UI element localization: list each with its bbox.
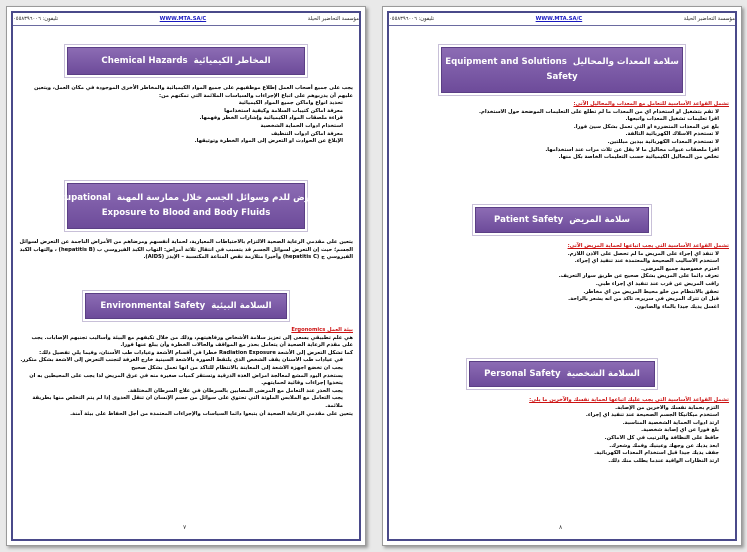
header-org: مؤسسة التحاضير الحيلة — [307, 16, 359, 22]
personal-bullet-list — [395, 405, 729, 466]
list-item: ■ في عيادات طب الأسنان يقف الشخص الذي يلتقط الصورة بالأشعة السينية خارج الغرفة لتجنب التعرض إلى الأشعة بشكل متكرر. — [19, 357, 343, 365]
chemical-bullet-list — [19, 100, 353, 146]
ergonomics-label: بيئة العمل Ergonomics — [291, 327, 353, 333]
equipment-title-line1: سلامة المعدات والمحاليل Equipment and Solutions — [445, 57, 679, 67]
page-number: ٧ — [183, 524, 187, 531]
list-item: ■ جفف يديك جيدا قبل استخدام المعدات الكهربائية. — [395, 450, 719, 458]
occupational-body: يتعين على مقدمي الرعاية الصحية الالتزام بالاحتياطات المعيارية، لحماية أنفسهم ومرضاهم من الأمراض الناجمة عن التعرض لسوائل الجسم؛ حيث إن التعرض لسوائل الجسم قد يتسبب في انتقال ثلاثة أمراض: التهاب الكبد الفيروسي ب (hepatitis B) ، والتهاب الكبد الفيروسي ج (hepatitis C) وأخيرا متلازمة نقص المناعة المكتسبة – الإيدز (AIDS). — [19, 239, 353, 261]
personal-safety-title: السلامة الشخصية Personal Safety — [484, 368, 640, 379]
list-item: ■ قبل أن تترك المريض في سريره، تأكد من أنه يشعر بالراحة. — [395, 296, 719, 304]
occupational-exposure-banner — [47, 183, 325, 229]
list-item: ■ استخدم ميكانيكا الجسم الصحيحة عند تنفيذ أي إجراء. — [395, 412, 719, 420]
environmental-safety-banner — [85, 293, 287, 319]
header-org: مؤسسة التحاضير الحيلة — [683, 16, 735, 22]
list-item: ■ استخدام أدوات الحماية الشخصية — [19, 123, 343, 131]
list-item: ■ تعرف دائما على المريض بشكل صحيح عن طريق سوار التعريف. — [395, 273, 719, 281]
list-item: ■ يستخدم اليود المشع لمعالجة أمراض الغدة الدرقية وتستقر كميات صغيرة منه في عرق المريض لذا يجب على المحيطين به أن يتخذوا إجراءات وقائية لحمايتهم. — [19, 373, 343, 388]
personal-lead: تشمل القواعد الأساسية التي يجب عليك اتباعها لحماية نفسك والآخرين ما يلي: — [529, 397, 729, 403]
equipment-bullet-list — [395, 109, 729, 162]
list-item: ■ معرفة أماكن أدوات التنظيف — [19, 131, 343, 139]
list-item: ■ استخدم الأساليب الصحيحة والمعتمدة عند تنفيذ أي إجراء. — [395, 258, 719, 266]
chemical-intro: يجب على جميع أصحاب العمل إطلاع موظفيهم على جميع المواد الكيميائية والمخاطر الأخرى الموجودة في مكان العمل، ويتعين عليهم أن يدربوهم على اتباع الإجراءات والسياسات الملائمة التي تمكنهم من: — [33, 85, 353, 99]
list-item: ■ حافظ على النظافة والترتيب في كل الأماكن. — [395, 435, 719, 443]
list-item: ■ معرفة أماكن كتيبات السلامة وكيفية استخدامها — [19, 108, 343, 116]
list-item: ■ يجب التعامل مع الملابس الملوثة التي تحتوي على سوائل من جسم الإنسان أن تنقل العدوى إذا لم يتم التخلص منها بطريقة ملائمة. — [19, 395, 343, 410]
header-rule — [389, 25, 735, 26]
list-item: ■ تحديد أنواع وأماكن جميع المواد الكيميائية — [19, 100, 343, 108]
list-item: ■ اقرأ تعليمات تشغيل المعدات واتبعها. — [395, 116, 719, 124]
list-item: ■ لا تستخدم المعدات الكهربائية بيدين مبللتين. — [395, 139, 719, 147]
list-item: ■ راقب المريض عن قرب عند تنفيذ أي إجراء طبي. — [395, 281, 719, 289]
list-item: ■ الإبلاغ عن الحوادث أو التعرض إلى المواد الخطرة وتوثيقها. — [19, 138, 343, 146]
patient-lead: تشمل القواعد الأساسية التي يجب اتباعها لحماية المريض الآتي: — [567, 243, 729, 249]
chemical-hazards-banner — [67, 47, 305, 75]
header-website[interactable]: WWW.MTA.SA/C — [535, 16, 583, 22]
patient-safety-title: سلامة المريض Patient Safety — [494, 214, 630, 225]
left-page — [6, 6, 366, 546]
environmental-safety-section — [19, 327, 353, 418]
header-phone: تليفون: ٠٥٥٨٣٩٦٠٠٦ — [13, 16, 59, 22]
header-phone: تليفون: ٠٥٥٨٣٩٦٠٠٦ — [389, 16, 435, 22]
page-number: ٨ — [559, 524, 563, 531]
environmental-bullet-list — [19, 357, 353, 410]
list-item: ■ احترم خصوصية جميع المرضى. — [395, 266, 719, 274]
list-item: ■ لا تنفذ أي إجراء على المريض ما لم تحصل على الأذن اللازم. — [395, 251, 719, 259]
occupational-title-line1: التعرض للدم وسوائل الجسم خلال ممارسة المهنة Occupational — [47, 193, 325, 203]
patient-safety-section — [395, 243, 729, 311]
header-website[interactable]: WWW.MTA.SA/C — [159, 16, 207, 22]
list-item: ■ اغسل يديك جيدا بالماء والصابون. — [395, 304, 719, 312]
equipment-title-line2: Safety — [546, 72, 578, 82]
personal-safety-section — [395, 397, 729, 465]
list-item: ■ يجب الحذر عند التعامل مع المرضى المصابين بالسرطان في علاج السرطان المختلفة. — [19, 388, 343, 396]
patient-bullet-list — [395, 251, 729, 312]
list-item: ■ تحقق بالانتظام من خلو محيط المريض من أي مخاطر. — [395, 289, 719, 297]
list-item: ■ ارتد النظارات الواقية عندما يطلب منك ذلك. — [395, 458, 719, 466]
list-item: ■ يجب أن تخضع أجهزة الأشعة إلى المعاينة بالانتظام للتأكد من أنها تعمل بشكل صحيح — [19, 365, 343, 373]
equipment-safety-banner — [441, 47, 683, 93]
list-item: ■ ارتد أدوات الحماية الشخصية المناسبة. — [395, 420, 719, 428]
list-item: ■ اقرأ ملصقات عبوات محاليل ما لا يقل عن ثلاث مرات عند استخدامها. — [395, 147, 719, 155]
page-header — [13, 13, 359, 25]
page-header — [389, 13, 735, 25]
occupational-title-line2: Exposure to Blood and Body Fluids — [101, 208, 271, 218]
chemical-hazards-section — [19, 85, 353, 146]
occupational-exposure-section — [19, 239, 353, 262]
list-item: ■ بلغ عن المعدات المتضررة أو التي تعمل بشكل سيئ فورا. — [395, 124, 719, 132]
environmental-safety-title: السلامة البيئية Environmental Safety — [100, 300, 272, 311]
list-item: ■ بلغ فورا عن أي إصابة شخصية. — [395, 427, 719, 435]
equipment-lead: تشمل القواعد الأساسية للتعامل مع المعدات والمحاليل الآتي: — [573, 101, 729, 107]
list-item: ■ تخلص من المحاليل الكيميائية حسب التعليمات الخاصة بكل منها. — [395, 154, 719, 162]
ergonomics-body: هي علم تطبيقي يسعى إلى تعزيز سلامة الأشخاص ورفاهيتهم، وذلك من خلال تكيفهم مع البيئة وأساليب تجنبهم الإصابات. يجب على مقدم الرعاية الصحية أن يتعامل بحذر مع المواقف والحالات الخطرة وأن يبلغ عنها فورا. — [31, 334, 353, 349]
header-rule — [13, 25, 359, 26]
personal-safety-banner — [469, 361, 655, 387]
list-item: ■ التزم بحماية نفسك والآخرين من الإصابة. — [395, 405, 719, 413]
equipment-safety-section — [395, 101, 729, 162]
environmental-closing: يتعين على مقدمي الرعاية الصحية أن يتبعوا دائما السياسات والإجراءات المعتمدة من أجل الحفاظ على بيئة آمنة. — [70, 410, 353, 417]
list-item: ■ لا تقم بتشغيل أو استخدام أي من المعدات ما لم تطلع على التعليمات الموضحة حول الاستخدام. — [395, 109, 719, 117]
right-page — [382, 6, 742, 546]
list-item: ■ أبعد يديك عن وجهك وعينيك وفمك وشعرك. — [395, 443, 719, 451]
radiation-intro: كما تشكل التعرض إلى الأشعة Radiation Exposure خطرا في أقسام الأشعة وعيادات طب الأسنان، وفيما يلي تفصيل ذلك: — [39, 349, 353, 356]
list-item: ■ لا تستخدم الأسلاك الكهربائية التالفة. — [395, 131, 719, 139]
chemical-hazards-title: المخاطر الكيميائية Chemical Hazards — [101, 55, 271, 66]
list-item: ■ قراءة ملصقات المواد الكيميائية وإشارات الخطر وفهمها. — [19, 115, 343, 123]
patient-safety-banner — [475, 207, 649, 233]
